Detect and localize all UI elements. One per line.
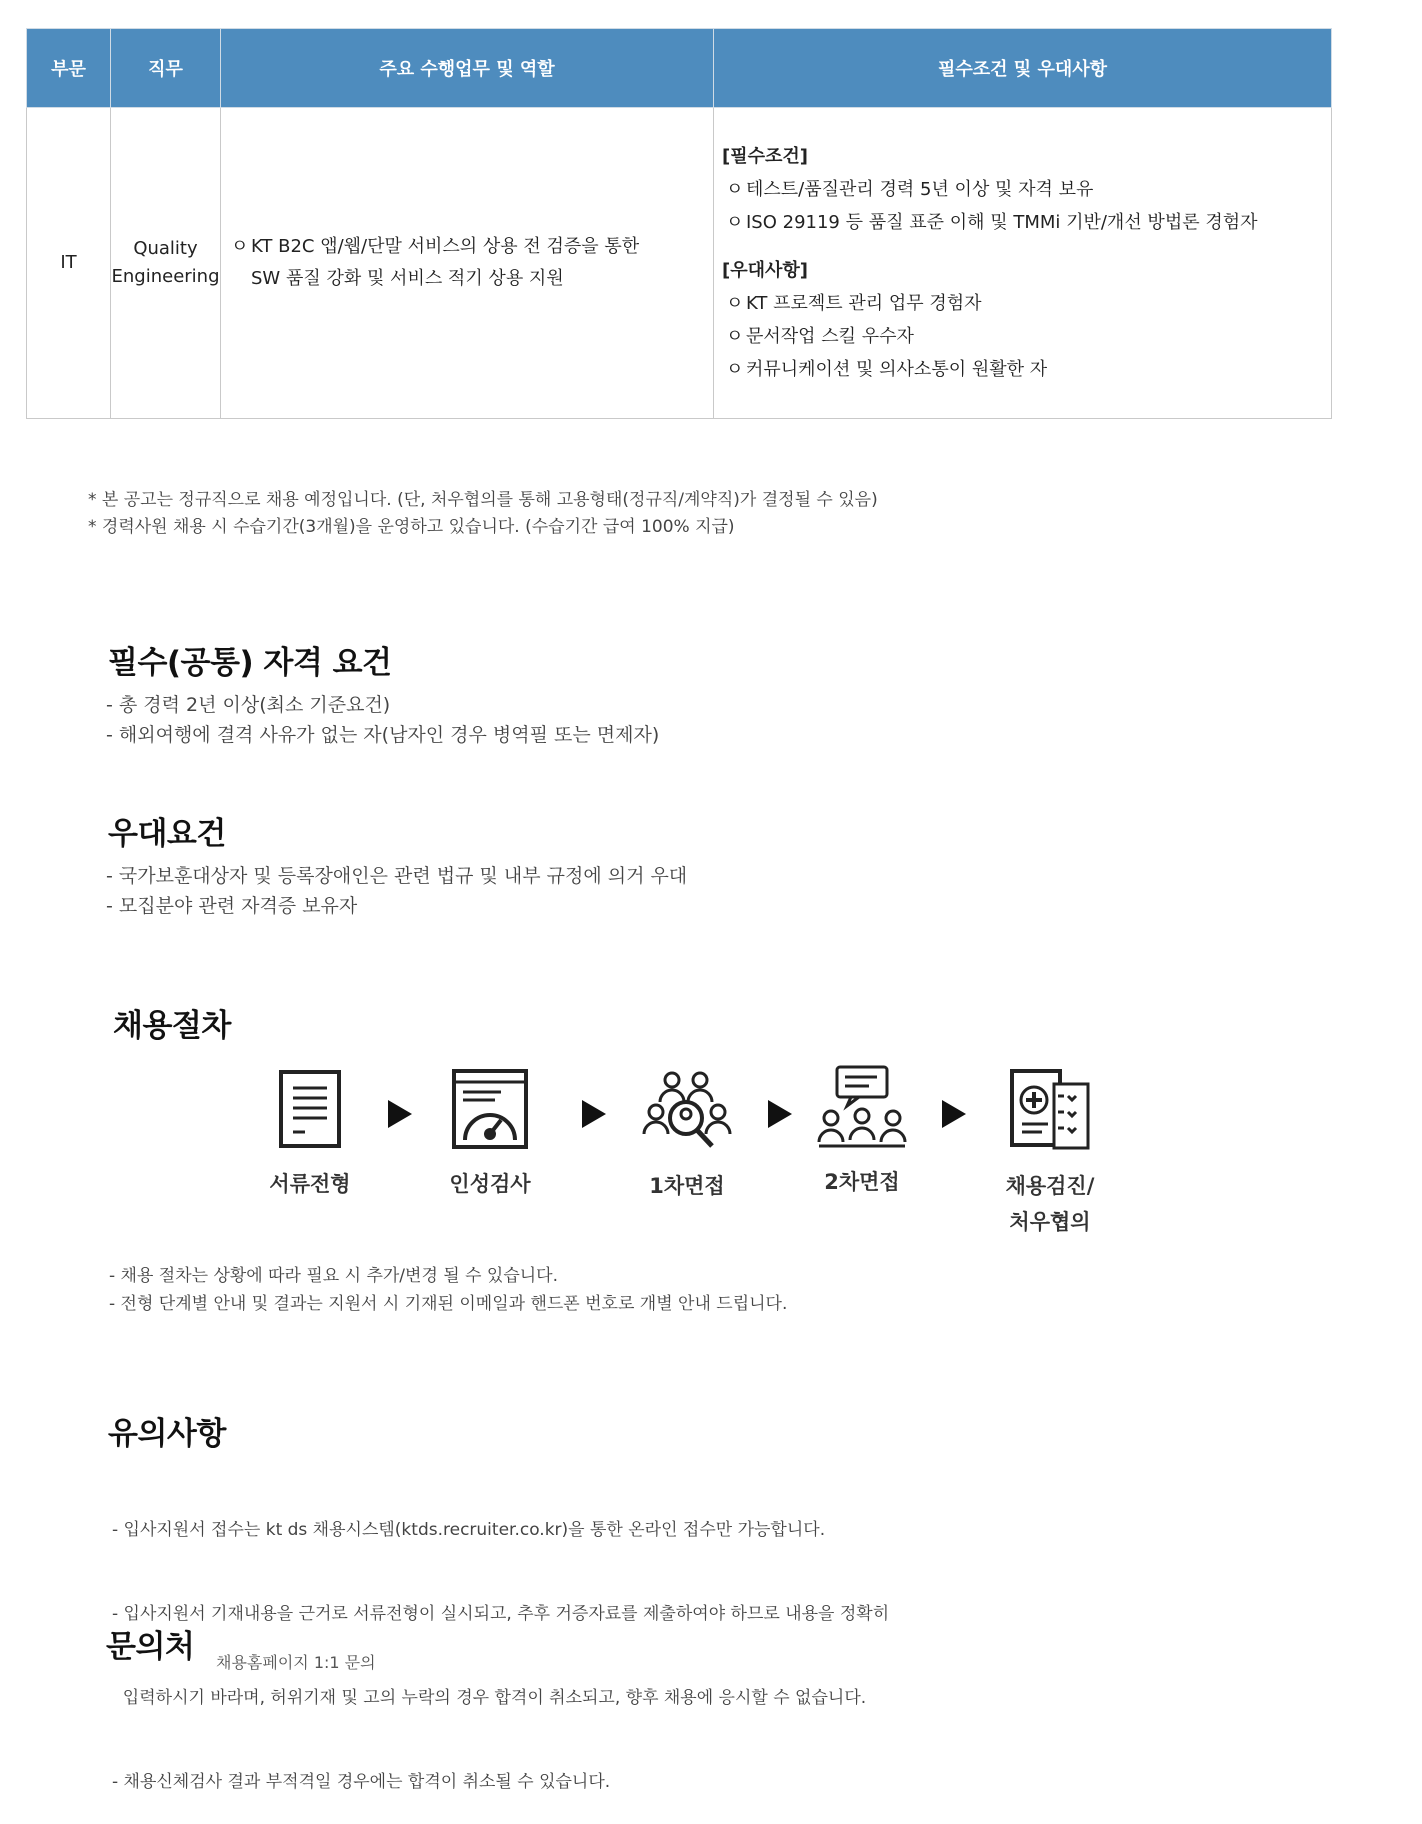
process-step-second-interview	[802, 1064, 922, 1200]
process-step-personality-test	[430, 1068, 550, 1202]
cautions-list	[112, 1460, 889, 1824]
circle-bullet-icon: ㅇ	[231, 236, 249, 257]
note-line: * 경력사원 채용 시 수습기간(3개월)을 운영하고 있습니다. (수습기간 급여 100% 지급)	[88, 517, 735, 537]
list-item: - 입사지원서 접수는 kt ds 채용시스템(ktds.recruiter.co.kr)을 통한 온라인 접수만 가능합니다.	[112, 1520, 826, 1540]
process-step-medical-check	[985, 1068, 1115, 1240]
step-label: 2차면접	[824, 1170, 900, 1194]
requirements-cell	[714, 108, 1332, 419]
list-item: - 국가보훈대상자 및 등록장애인은 관련 법규 및 내부 규정에 의거 우대	[106, 865, 688, 887]
list-item: - 전형 단계별 안내 및 결과는 지원서 시 기재된 이메일과 핸드폰 번호로 개별 안내 드립니다.	[109, 1294, 788, 1314]
circle-bullet-icon: ㅇ	[726, 325, 744, 347]
medical-checklist-icon	[1008, 1068, 1092, 1152]
process-notes	[109, 1262, 787, 1318]
duties-cell	[221, 108, 714, 419]
job-title-line1: Quality	[133, 238, 198, 259]
preferred-item: ㅇ 문서작업 스킬 우수자	[722, 320, 1331, 353]
header-requirements: 필수조건 및 우대사항	[714, 29, 1332, 108]
duty-text-2: SW 품질 강화 및 서비스 적기 상용 지원	[251, 268, 564, 289]
duty-line-2	[231, 263, 713, 295]
document-icon	[277, 1068, 343, 1150]
step-label: 채용검진/	[1005, 1174, 1095, 1198]
process-title: 채용절차	[113, 1008, 231, 1044]
qualifications-list	[106, 690, 659, 750]
list-item: - 채용 절차는 상황에 따라 필요 시 추가/변경 될 수 있습니다.	[109, 1266, 559, 1286]
speedometer-icon	[451, 1068, 529, 1150]
circle-bullet-icon: ㅇ	[726, 178, 744, 200]
contact-subtitle: 채용홈페이지 1:1 문의	[216, 1653, 376, 1672]
note-line: * 본 공고는 정규직으로 채용 예정입니다. (단, 처우협의를 통해 고용형태(정규직/계약직)가 결정될 수 있음)	[88, 490, 878, 510]
employment-notes	[88, 487, 878, 541]
arrow-right-icon	[768, 1100, 792, 1128]
step-label: 서류전형	[269, 1172, 351, 1196]
arrow-right-icon	[388, 1100, 412, 1128]
cautions-title: 유의사항	[108, 1416, 226, 1452]
header-duties: 주요 수행업무 및 역할	[221, 29, 714, 108]
circle-bullet-icon: ㅇ	[726, 358, 744, 380]
step-label: 인성검사	[449, 1172, 531, 1196]
division-cell: IT	[27, 108, 111, 419]
preferred-item: ㅇ KT 프로젝트 관리 업무 경험자	[722, 287, 1331, 320]
arrow-right-icon	[582, 1100, 606, 1128]
preferred-list	[106, 861, 687, 921]
group-chat-icon	[817, 1064, 907, 1152]
qualifications-title: 필수(공통) 자격 요건	[108, 645, 392, 681]
preferred-heading: [우대사항]	[722, 259, 809, 281]
table-row	[27, 108, 1332, 419]
process-step-document	[250, 1068, 370, 1202]
group-search-icon	[642, 1068, 732, 1152]
job-cell	[111, 108, 221, 419]
list-item: - 모집분야 관련 자격증 보유자	[106, 895, 358, 917]
preferred-item: ㅇ 커뮤니케이션 및 의사소통이 원활한 자	[722, 353, 1331, 386]
header-job: 직무	[111, 29, 221, 108]
table-header-row	[27, 29, 1332, 108]
job-posting-table	[26, 28, 1332, 419]
list-item: - 해외여행에 결격 사유가 없는 자(남자인 경우 병역필 또는 면제자)	[106, 724, 660, 746]
list-item: - 채용신체검사 결과 부적격일 경우에는 합격이 취소될 수 있습니다.	[112, 1772, 611, 1792]
list-item: - 총 경력 2년 이상(최소 기준요건)	[106, 694, 391, 716]
step-label-line2: 처우협의	[1009, 1210, 1091, 1234]
required-heading: [필수조건]	[722, 145, 809, 167]
duty-text-1: KT B2C 앱/웹/단말 서비스의 상용 전 검증을 통한	[251, 236, 640, 257]
step-label: 1차면접	[649, 1174, 725, 1198]
contact-title: 문의처	[106, 1629, 195, 1665]
preferred-title: 우대요건	[108, 816, 226, 852]
duty-line-1	[231, 231, 713, 263]
circle-bullet-icon: ㅇ	[726, 211, 744, 233]
header-division: 부문	[27, 29, 111, 108]
circle-bullet-icon: ㅇ	[726, 292, 744, 314]
process-step-first-interview	[627, 1068, 747, 1204]
required-item: ㅇ ISO 29119 등 품질 표준 이해 및 TMMi 기반/개선 방법론 경험자	[722, 206, 1331, 239]
list-item: 입력하시기 바라며, 허위기재 및 고의 누락의 경우 합격이 취소되고, 향후 채용에 응시할 수 없습니다.	[112, 1688, 867, 1708]
job-title-line2: Engineering	[111, 266, 220, 287]
required-item: ㅇ 테스트/품질관리 경력 5년 이상 및 자격 보유	[722, 173, 1331, 206]
list-item: - 입사지원서 기재내용을 근거로 서류전형이 실시되고, 추후 거증자료를 제출하여야 하므로 내용을 정확히	[112, 1604, 890, 1624]
arrow-right-icon	[942, 1100, 966, 1128]
